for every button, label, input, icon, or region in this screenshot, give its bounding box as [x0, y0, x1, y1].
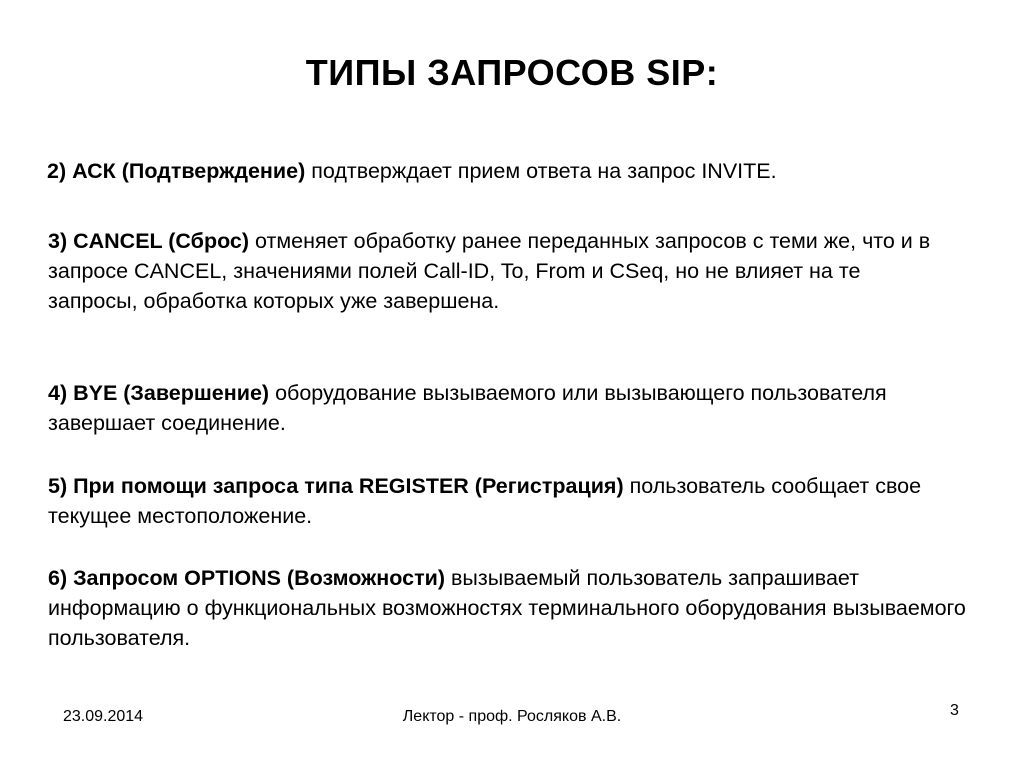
item-text: отменяет обработку ранее переданных запросов с теми же, что и в запросе CANCEL, значениями полей Call-ID, To, From и CSeq, но не влияет на те запросы, обработка которых уже завершена.: [48, 229, 931, 313]
item-text: подтверждает прием ответа на запрос INVITE.: [305, 159, 777, 183]
page-number: 3: [950, 702, 959, 719]
item-heading: 5) При помощи запроса типа REGISTER (Регистрация): [48, 474, 624, 498]
footer-date: 23.09.2014: [63, 708, 144, 725]
list-item-cancel: [48, 226, 948, 316]
slide-title: ТИПЫ ЗАПРОСОВ SIP:: [305, 52, 719, 93]
list-item-bye: [48, 378, 948, 438]
item-text: оборудование вызываемого или вызывающего пользователя завершает соединение.: [48, 381, 887, 435]
item-heading: 6) Запросом OPTIONS (Возможности): [48, 566, 446, 590]
item-text: пользователь сообщает свое текущее местоположение.: [48, 474, 922, 528]
list-item-register: [48, 471, 948, 531]
list-item-options: [48, 563, 988, 653]
item-heading: 4) BYE (Завершение): [48, 381, 270, 405]
item-heading: 3) CANCEL (Сброс): [48, 229, 250, 253]
list-item-ack: [47, 156, 987, 186]
footer-lecturer: Лектор - проф. Росляков А.В.: [402, 708, 622, 725]
item-text: вызываемый пользователь запрашивает информацию о функциональных возможностях терминального оборудования вызываемого пользователя.: [48, 566, 966, 650]
item-heading: 2) АСК (Подтверждение): [47, 159, 306, 183]
